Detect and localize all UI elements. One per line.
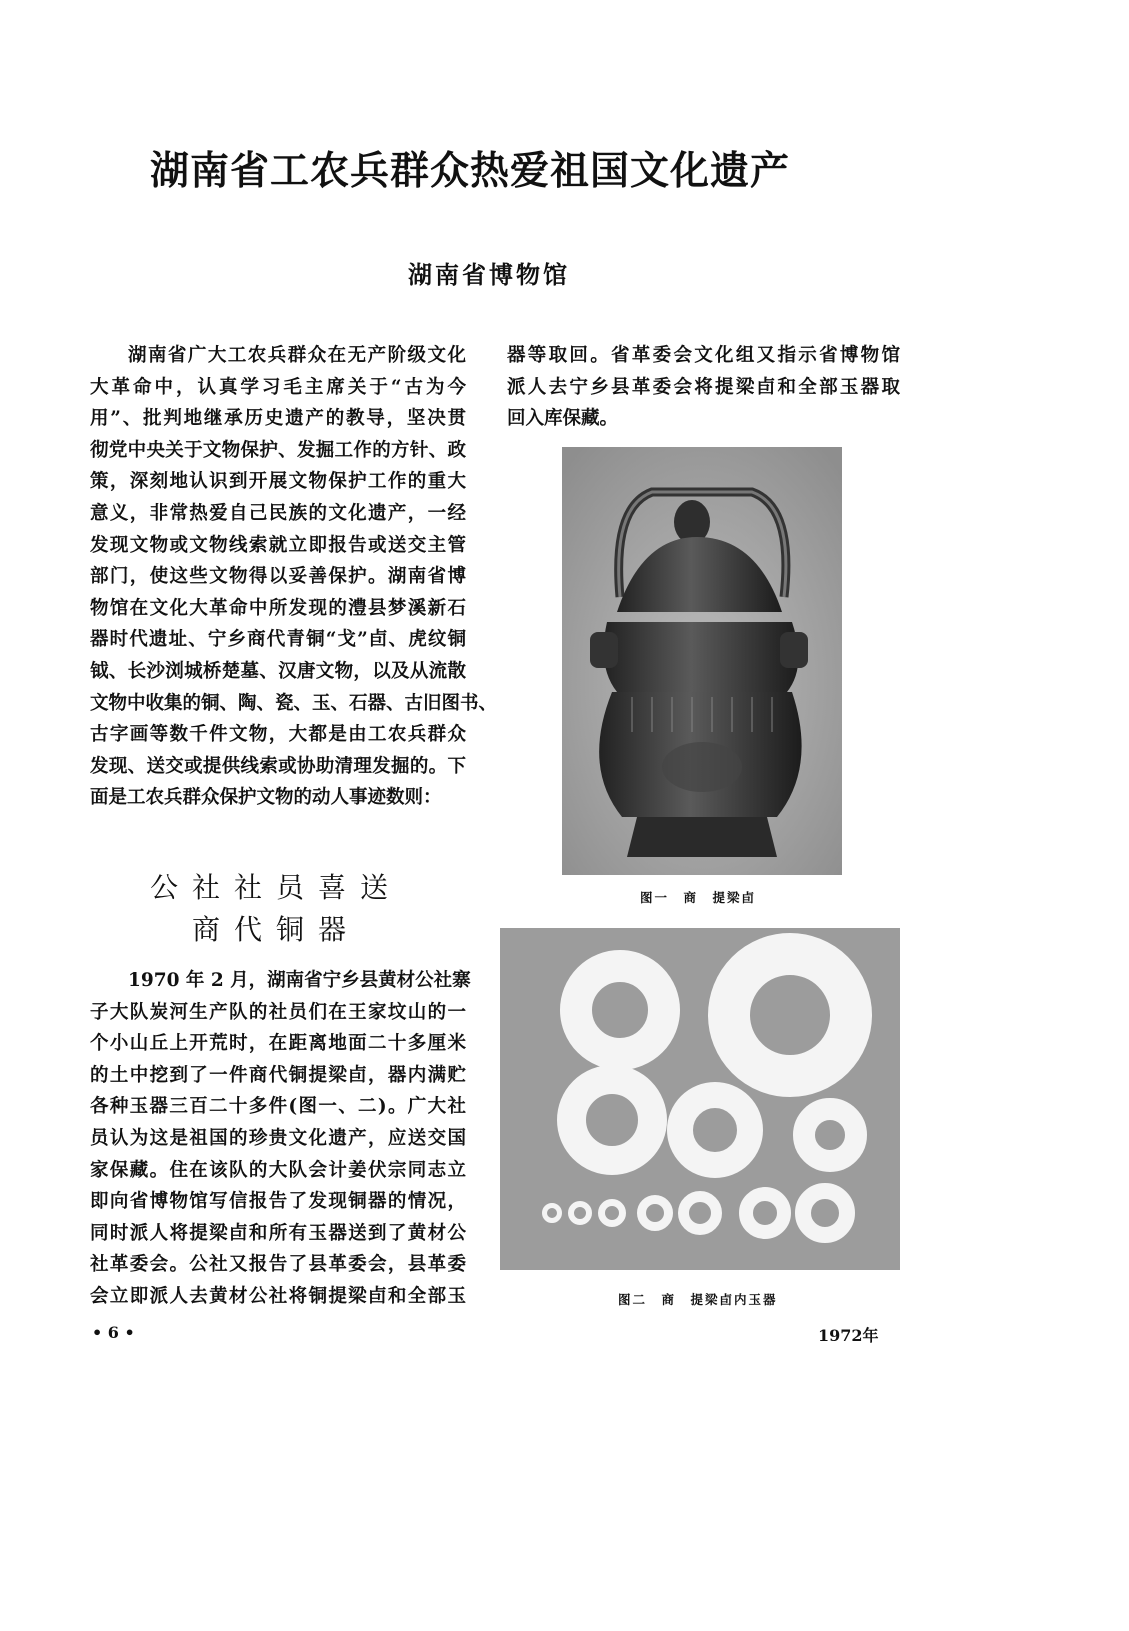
text-line: 面是工农兵群众保护文物的动人事迹数则： (90, 787, 442, 809)
text-line: 回入库保藏。 (507, 408, 619, 430)
text-line: 器时代遗址、宁乡商代青铜“戈”卣、虎纹铜 (90, 629, 466, 651)
text-line: 子大队炭河生产队的社员们在王家坟山的一 (90, 1001, 466, 1023)
text-line: 器等取回。省革委会文化组又指示省博物馆 (507, 345, 900, 366)
text-line: 用”、批判地继承历史遗产的教导，坚决贯 (90, 408, 466, 430)
text-line: 发现、送交或提供线索或协助清理发掘的。下 (90, 755, 466, 777)
text-line: 文物中收集的铜、陶、瓷、玉、石器、古旧图书、 (90, 692, 498, 714)
text-line: 同时派人将提梁卣和所有玉器送到了黄材公 (90, 1222, 466, 1244)
text-line: 部门，使这些文物得以妥善保护。湖南省博 (90, 566, 466, 588)
text-line: 物馆在文化大革命中所发现的澧县梦溪新石 (90, 597, 466, 619)
text-line: 社革委会。公社又报告了县革委会，县革委 (90, 1254, 466, 1276)
text-line: 意义，非常热爱自己民族的文化遗产，一经 (90, 502, 466, 524)
text-line: 古字画等数千件文物，大都是由工农兵群众 (90, 724, 466, 746)
right-column-paragraph (507, 340, 900, 435)
text-line: 的土中挖到了一件商代铜提梁卣，器内满贮 (90, 1064, 466, 1086)
intro-paragraph (90, 340, 498, 814)
article-title: 湖南省工农兵群众热爱祖国文化遗产 (150, 148, 791, 194)
text-line: 家保藏。住在该队的大队会计姜伏宗同志立 (90, 1159, 466, 1181)
text-line: 大革命中，认真学习毛主席关于“古为今 (90, 376, 466, 398)
text-line: 个小山丘上开荒时，在距离地面二十多厘米 (90, 1033, 466, 1055)
article-author: 湖南省博物馆 (408, 260, 570, 289)
section-heading-line-2: 商代铜器 (192, 913, 361, 946)
text-line: 各种玉器三百二十多件(图一、二)。广大社 (90, 1096, 466, 1118)
text-line: 派人去宁乡县革委会将提梁卣和全部玉器取 (507, 376, 900, 398)
section-heading-line-1: 公社社员喜送 (150, 871, 403, 904)
page-number: • 6 • (92, 1323, 135, 1342)
text-line: 员认为这是祖国的珍贵文化遗产，应送交国 (90, 1127, 466, 1149)
figure-2-caption: 图二 商 提梁卣内玉器 (618, 1292, 778, 1307)
figure-2-jade-rings-photo (500, 928, 900, 1270)
figure-1-caption: 图一 商 提梁卣 (640, 890, 757, 905)
text-line: 湖南省广大工农兵群众在无产阶级文化 (128, 345, 466, 366)
text-line: 发现文物或文物线索就立即报告或送交主管 (90, 534, 466, 556)
section-paragraph (90, 965, 471, 1313)
text-line: 策，深刻地认识到开展文物保护工作的重大 (90, 471, 466, 493)
text-line: 1970 年 2 月，湖南省宁乡县黄材公社寨 (128, 970, 471, 991)
text-line: 会立即派人去黄材公社将铜提梁卣和全部玉 (90, 1285, 466, 1307)
text-line: 即向省博物馆写信报告了发现铜器的情况， (90, 1191, 466, 1213)
issue-year: 1972年 (818, 1326, 879, 1345)
text-line: 钺、长沙浏城桥楚墓、汉唐文物，以及从流散 (90, 660, 466, 682)
text-line: 彻党中央关于文物保护、发掘工作的方针、政 (90, 439, 466, 461)
figure-1-bronze-vessel-photo (562, 447, 842, 875)
